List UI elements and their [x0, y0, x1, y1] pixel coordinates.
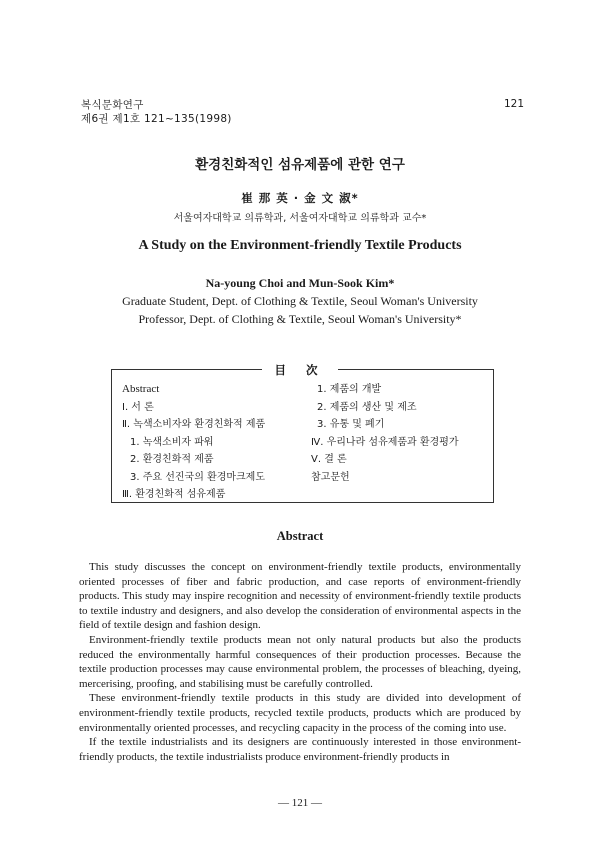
toc-item: Ⅴ. 결 론 — [311, 454, 347, 465]
toc-item: Ⅰ. 서 론 — [122, 401, 154, 413]
abstract-paragraph: Environment-friendly textile products mean not only natural products but also the products reduced the environmentally harmful consequences of their production processes. Because the textile production processes may cause environmental problem, the processes of bleaching, dyeing, mercerising, proofing, and stabilising must be carefully controlled. — [79, 633, 521, 690]
title-english: A Study on the Environment-friendly Textile Products — [138, 238, 462, 253]
toc-item: 3. 유통 및 폐기 — [317, 419, 385, 430]
toc-item: 3. 주요 선진국의 환경마크제도 — [130, 471, 265, 483]
toc-item: 2. 제품의 생산 및 제조 — [317, 401, 417, 413]
title-korean: 환경친화적인 섬유제품에 관한 연구 — [195, 157, 405, 173]
toc-title — [0, 361, 600, 379]
toc-item: Abstract — [122, 383, 160, 395]
toc-item: Ⅳ. 우리나라 섬유제품과 환경평가 — [311, 436, 459, 448]
abstract-paragraph: These environment-friendly textile products in this study are divided into development of environment-friendly textile products, recycled textile products, products which are produced by environmentally oriented processes, and recycling capacity in the process of the coming into use. — [79, 692, 521, 734]
toc-item: 2. 환경친화적 제품 — [130, 454, 214, 465]
abstract-paragraph: If the textile industrialists and its designers are continuously interested in those environment-friendly products, the textile industrialists produce environment-friendly products in — [79, 736, 521, 763]
toc-item: 1. 녹색소비자 파워 — [130, 436, 214, 448]
authors-korean: 崔 那 英 · 金 文 淑* — [241, 191, 359, 205]
abstract-heading: Abstract — [276, 529, 324, 543]
affiliation-korean: 서울여자대학교 의류학과, 서울여자대학교 의류학과 교수* — [173, 213, 427, 224]
affiliation-english-2: Professor, Dept. of Clothing & Textile, Seoul Woman's University* — [138, 312, 462, 326]
page-number: 121 — [503, 98, 524, 110]
page-footer: — 121 — — [278, 797, 322, 809]
authors-english: Na-young Choi and Mun-Sook Kim* — [205, 276, 395, 290]
journal-info — [81, 98, 232, 126]
abstract-paragraph: This study discusses the concept on environment-friendly textile products, environmentally oriented processes of fiber and fabric production, and case reports of environment-friendly products. This study may inspire recognition and necessity of environment-friendly textile products to textile industry and designers, and also develop the consideration of environmental aspects in the field of textile design and fashion design. — [79, 561, 521, 632]
toc-right-column — [311, 381, 459, 486]
journal-name: 복식문화연구 — [81, 99, 144, 111]
toc-item: Ⅱ. 녹색소비자와 환경친화적 제품 — [122, 419, 266, 430]
affiliation-english-1: Graduate Student, Dept. of Clothing & Textile, Seoul Woman's University — [122, 294, 478, 308]
toc-item: 1. 제품의 개발 — [317, 384, 382, 395]
abstract-body — [79, 560, 521, 764]
toc-title-text: 目 次 — [262, 363, 337, 377]
toc-item: 참고문헌 — [311, 471, 350, 483]
toc-left-column — [122, 381, 265, 504]
volume-info: 제6권 제1호 121~135(1998) — [81, 113, 232, 125]
toc-item: Ⅲ. 환경친화적 섬유제품 — [122, 489, 226, 500]
